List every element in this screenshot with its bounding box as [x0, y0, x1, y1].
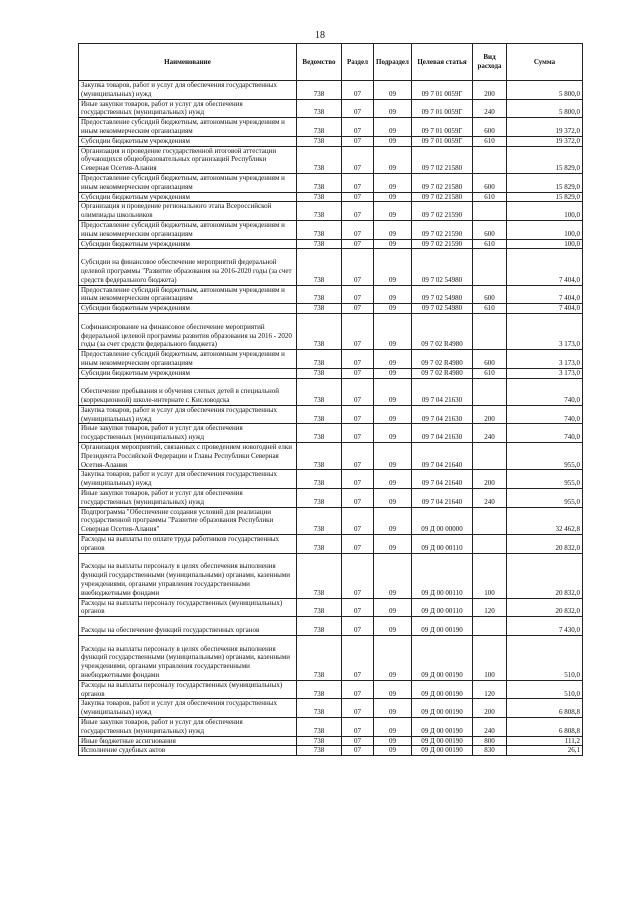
cell-sum: 100,0 — [507, 239, 583, 249]
cell-section: 07 — [342, 146, 374, 173]
cell-type: 200 — [473, 699, 507, 718]
cell-target: 09 7 01 0059Г — [412, 136, 473, 146]
cell-name: Расходы на выплаты персоналу государственных (муниципальных) органов — [79, 598, 297, 617]
cell-name: Иные закупки товаров, работ и услуг для обеспечения государственных (муниципальных) нужд — [79, 489, 297, 508]
cell-name: Исполнение судебных актов — [79, 746, 297, 756]
cell-subsection: 09 — [374, 680, 412, 699]
cell-type: 240 — [473, 424, 507, 443]
table-header-row — [79, 44, 583, 81]
cell-section: 07 — [342, 192, 374, 202]
table-row — [79, 304, 583, 314]
cell-sum: 7 404,0 — [507, 285, 583, 304]
cell-type: 610 — [473, 136, 507, 146]
cell-section: 07 — [342, 635, 374, 680]
cell-type — [473, 507, 507, 534]
cell-target: 09 7 02 21580 — [412, 173, 473, 192]
table-row — [79, 192, 583, 202]
header-section: Раздел — [342, 44, 374, 81]
cell-subsection: 09 — [374, 443, 412, 470]
cell-dept: 738 — [297, 718, 342, 737]
cell-name: Субсидии бюджетным учреждениям — [79, 304, 297, 314]
cell-type — [473, 249, 507, 285]
cell-section: 07 — [342, 699, 374, 718]
cell-sum: 7 404,0 — [507, 304, 583, 314]
table-row — [79, 220, 583, 239]
cell-dept: 738 — [297, 617, 342, 636]
cell-sum: 740,0 — [507, 405, 583, 424]
cell-name: Закупка товаров, работ и услуг для обеспечения государственных (муниципальных) нужд — [79, 470, 297, 489]
cell-target: 09 Д 00 00190 — [412, 699, 473, 718]
cell-dept: 738 — [297, 699, 342, 718]
cell-type: 120 — [473, 598, 507, 617]
cell-section: 07 — [342, 173, 374, 192]
cell-sum: 111,2 — [507, 736, 583, 746]
table-row — [79, 368, 583, 378]
cell-subsection: 09 — [374, 617, 412, 636]
cell-name: Предоставление субсидий бюджетным, автономным учреждениям и иным некоммерческим организациям — [79, 173, 297, 192]
cell-target: 09 7 02 R4980 — [412, 350, 473, 369]
cell-subsection: 09 — [374, 736, 412, 746]
cell-target: 09 7 04 21630 — [412, 405, 473, 424]
cell-target: 09 7 02 21590 — [412, 239, 473, 249]
cell-subsection: 09 — [374, 220, 412, 239]
cell-section: 07 — [342, 304, 374, 314]
table-row — [79, 136, 583, 146]
table-row — [79, 746, 583, 756]
cell-type — [473, 378, 507, 405]
cell-section: 07 — [342, 535, 374, 554]
cell-subsection: 09 — [374, 470, 412, 489]
cell-name: Иные бюджетные ассигнования — [79, 736, 297, 746]
cell-sum: 6 808,8 — [507, 699, 583, 718]
cell-section: 07 — [342, 202, 374, 221]
cell-dept: 738 — [297, 239, 342, 249]
cell-section: 07 — [342, 553, 374, 598]
cell-section: 07 — [342, 598, 374, 617]
cell-name: Закупка товаров, работ и услуг для обеспечения государственных (муниципальных) нужд — [79, 405, 297, 424]
cell-subsection: 09 — [374, 118, 412, 137]
cell-type: 200 — [473, 405, 507, 424]
cell-name: Закупка товаров, работ и услуг для обеспечения государственных (муниципальных) нужд — [79, 81, 297, 100]
cell-dept: 738 — [297, 553, 342, 598]
cell-sum: 7 430,0 — [507, 617, 583, 636]
cell-type: 610 — [473, 192, 507, 202]
cell-name: Обеспечение пребывания и обучения слепых детей в специальной (коррекционной) школе-интернате г. Кисловодска — [79, 378, 297, 405]
cell-target: 09 7 02 R4980 — [412, 313, 473, 349]
cell-subsection: 09 — [374, 350, 412, 369]
cell-dept: 738 — [297, 192, 342, 202]
cell-target: 09 7 04 21640 — [412, 470, 473, 489]
cell-section: 07 — [342, 405, 374, 424]
cell-type — [473, 146, 507, 173]
header-name: Наименование — [79, 44, 297, 81]
cell-dept: 738 — [297, 81, 342, 100]
cell-dept: 738 — [297, 146, 342, 173]
cell-sum: 20 832,0 — [507, 535, 583, 554]
cell-subsection: 09 — [374, 405, 412, 424]
cell-target: 09 Д 00 00110 — [412, 535, 473, 554]
table-row — [79, 239, 583, 249]
cell-target: 09 7 02 R4980 — [412, 368, 473, 378]
cell-sum: 3 173,0 — [507, 350, 583, 369]
table-row — [79, 699, 583, 718]
cell-name: Иные закупки товаров, работ и услуг для обеспечения государственных (муниципальных) нужд — [79, 718, 297, 737]
cell-section: 07 — [342, 617, 374, 636]
cell-target: 09 Д 00 00110 — [412, 598, 473, 617]
table-row — [79, 202, 583, 221]
cell-section: 07 — [342, 680, 374, 699]
cell-sum: 15 829,0 — [507, 192, 583, 202]
cell-type: 240 — [473, 489, 507, 508]
cell-type: 120 — [473, 680, 507, 699]
cell-type: 600 — [473, 173, 507, 192]
cell-sum: 100,0 — [507, 220, 583, 239]
cell-section: 07 — [342, 736, 374, 746]
cell-target: 09 7 02 21580 — [412, 192, 473, 202]
cell-dept: 738 — [297, 470, 342, 489]
table-row — [79, 285, 583, 304]
cell-type: 200 — [473, 81, 507, 100]
table-row — [79, 598, 583, 617]
cell-name: Субсидии бюджетным учреждениям — [79, 368, 297, 378]
cell-target: 09 7 02 54980 — [412, 249, 473, 285]
cell-dept: 738 — [297, 285, 342, 304]
cell-target: 09 7 04 21630 — [412, 424, 473, 443]
cell-target: 09 7 04 21640 — [412, 443, 473, 470]
cell-subsection: 09 — [374, 424, 412, 443]
table-body — [79, 81, 583, 756]
cell-subsection: 09 — [374, 489, 412, 508]
cell-sum: 100,0 — [507, 202, 583, 221]
cell-subsection: 09 — [374, 535, 412, 554]
cell-dept: 738 — [297, 313, 342, 349]
cell-subsection: 09 — [374, 192, 412, 202]
cell-dept: 738 — [297, 136, 342, 146]
table-row — [79, 350, 583, 369]
cell-sum: 32 462,8 — [507, 507, 583, 534]
cell-section: 07 — [342, 239, 374, 249]
cell-target: 09 7 02 21580 — [412, 146, 473, 173]
table-row — [79, 249, 583, 285]
cell-dept: 738 — [297, 736, 342, 746]
cell-sum: 510,0 — [507, 635, 583, 680]
cell-target: 09 7 02 54980 — [412, 285, 473, 304]
cell-subsection: 09 — [374, 598, 412, 617]
cell-sum: 5 800,0 — [507, 81, 583, 100]
cell-type: 240 — [473, 718, 507, 737]
cell-sum: 15 829,0 — [507, 173, 583, 192]
cell-sum: 19 372,0 — [507, 136, 583, 146]
cell-section: 07 — [342, 443, 374, 470]
cell-target: 09 7 04 21630 — [412, 378, 473, 405]
cell-section: 07 — [342, 470, 374, 489]
cell-dept: 738 — [297, 368, 342, 378]
cell-name: Иные закупки товаров, работ и услуг для обеспечения государственных (муниципальных) нужд — [79, 424, 297, 443]
cell-subsection: 09 — [374, 746, 412, 756]
cell-type: 600 — [473, 220, 507, 239]
table-row — [79, 424, 583, 443]
cell-dept: 738 — [297, 746, 342, 756]
cell-name: Подпрограмма "Обеспечение создания условий для реализации государственной программы "Развитие образования Республики Северная Осетия-Алания" — [79, 507, 297, 534]
cell-dept: 738 — [297, 202, 342, 221]
cell-sum: 20 832,0 — [507, 598, 583, 617]
cell-target: 09 7 02 21590 — [412, 202, 473, 221]
cell-subsection: 09 — [374, 635, 412, 680]
cell-name: Субсидии бюджетным учреждениям — [79, 192, 297, 202]
cell-sum: 20 832,0 — [507, 553, 583, 598]
cell-sum: 26,1 — [507, 746, 583, 756]
page-number: 18 — [315, 30, 325, 41]
cell-target: 09 7 01 0059Г — [412, 118, 473, 137]
cell-section: 07 — [342, 424, 374, 443]
cell-dept: 738 — [297, 424, 342, 443]
cell-target: 09 Д 00 00190 — [412, 746, 473, 756]
cell-sum: 3 173,0 — [507, 313, 583, 349]
cell-type: 830 — [473, 746, 507, 756]
cell-subsection: 09 — [374, 239, 412, 249]
cell-name: Расходы на обеспечение функций государственных органов — [79, 617, 297, 636]
cell-sum: 510,0 — [507, 680, 583, 699]
cell-subsection: 09 — [374, 81, 412, 100]
cell-name: Организация и проведение регионального этапа Всероссийской олимпиады школьников — [79, 202, 297, 221]
table-row — [79, 736, 583, 746]
cell-subsection: 09 — [374, 202, 412, 221]
table-row — [79, 470, 583, 489]
cell-type — [473, 202, 507, 221]
cell-dept: 738 — [297, 350, 342, 369]
cell-name: Иные закупки товаров, работ и услуг для обеспечения государственных (муниципальных) нужд — [79, 99, 297, 118]
cell-section: 07 — [342, 118, 374, 137]
cell-subsection: 09 — [374, 285, 412, 304]
cell-dept: 738 — [297, 535, 342, 554]
cell-dept: 738 — [297, 249, 342, 285]
header-subsection: Подраздел — [374, 44, 412, 81]
table-row — [79, 553, 583, 598]
cell-target: 09 Д 00 00190 — [412, 718, 473, 737]
cell-target: 09 Д 00 00190 — [412, 736, 473, 746]
cell-dept: 738 — [297, 405, 342, 424]
cell-name: Расходы на выплаты персоналу в целях обеспечения выполнения функций государственными (муниципальными) органами, казенными учреждениями, органами управления государственными внебюджетными фондами — [79, 553, 297, 598]
cell-name: Расходы на выплаты персоналу государственных (муниципальных) органов — [79, 680, 297, 699]
cell-subsection: 09 — [374, 553, 412, 598]
table-row — [79, 118, 583, 137]
cell-dept: 738 — [297, 680, 342, 699]
cell-section: 07 — [342, 249, 374, 285]
cell-target: 09 Д 00 00190 — [412, 680, 473, 699]
cell-section: 07 — [342, 489, 374, 508]
cell-name: Предоставление субсидий бюджетным, автономным учреждениям и иным некоммерческим организациям — [79, 220, 297, 239]
cell-target: 09 Д 00 00190 — [412, 635, 473, 680]
cell-dept: 738 — [297, 173, 342, 192]
cell-type: 100 — [473, 635, 507, 680]
cell-target: 09 7 01 0059Г — [412, 81, 473, 100]
header-dept: Ведомство — [297, 44, 342, 81]
cell-type: 800 — [473, 736, 507, 746]
cell-section: 07 — [342, 350, 374, 369]
cell-type: 200 — [473, 470, 507, 489]
cell-name: Субсидии бюджетным учреждениям — [79, 239, 297, 249]
cell-dept: 738 — [297, 489, 342, 508]
cell-type: 610 — [473, 239, 507, 249]
cell-sum: 6 808,8 — [507, 718, 583, 737]
table-row — [79, 378, 583, 405]
cell-target: 09 7 04 21640 — [412, 489, 473, 508]
cell-section: 07 — [342, 313, 374, 349]
cell-name: Расходы на выплаты персоналу в целях обеспечения выполнения функций государственными (муниципальными) органами, казенными учреждениями, органами управления государственными внебюджетными фондами — [79, 635, 297, 680]
table-row — [79, 405, 583, 424]
table-row — [79, 99, 583, 118]
table-row — [79, 173, 583, 192]
table-row — [79, 617, 583, 636]
cell-dept: 738 — [297, 635, 342, 680]
table-row — [79, 718, 583, 737]
cell-name: Организация и проведение государственной итоговой аттестации обучающихся общеобразовательных организаций Республики Северная Осетия-Алания — [79, 146, 297, 173]
cell-target: 09 7 01 0059Г — [412, 99, 473, 118]
cell-name: Организация мероприятий, связанных с проведением новогодней елки Президента Российской Федерации и Главы Республики Северная Осетия-Алания — [79, 443, 297, 470]
cell-subsection: 09 — [374, 368, 412, 378]
cell-subsection: 09 — [374, 313, 412, 349]
cell-type: 600 — [473, 285, 507, 304]
cell-section: 07 — [342, 368, 374, 378]
cell-subsection: 09 — [374, 699, 412, 718]
header-type: Вид расхода — [473, 44, 507, 81]
cell-section: 07 — [342, 718, 374, 737]
cell-dept: 738 — [297, 598, 342, 617]
cell-subsection: 09 — [374, 507, 412, 534]
cell-sum: 7 404,0 — [507, 249, 583, 285]
cell-sum: 955,0 — [507, 470, 583, 489]
cell-target: 09 7 02 54980 — [412, 304, 473, 314]
cell-name: Субсидии бюджетным учреждениям — [79, 136, 297, 146]
cell-subsection: 09 — [374, 304, 412, 314]
cell-section: 07 — [342, 285, 374, 304]
cell-dept: 738 — [297, 304, 342, 314]
cell-name: Софинансирование на финансовое обеспечение мероприятий федеральной целевой программы развития образования на 2016 - 2020 годы (за счет средств федерального бюджета) — [79, 313, 297, 349]
cell-target: 09 Д 00 00000 — [412, 507, 473, 534]
cell-name: Расходы на выплаты по оплате труда работников государственных органов — [79, 535, 297, 554]
cell-type: 600 — [473, 118, 507, 137]
table-row — [79, 443, 583, 470]
table-row — [79, 680, 583, 699]
cell-dept: 738 — [297, 220, 342, 239]
cell-sum: 19 372,0 — [507, 118, 583, 137]
cell-sum: 740,0 — [507, 378, 583, 405]
cell-subsection: 09 — [374, 146, 412, 173]
cell-section: 07 — [342, 746, 374, 756]
table-row — [79, 489, 583, 508]
cell-section: 07 — [342, 220, 374, 239]
table-row — [79, 81, 583, 100]
table-row — [79, 635, 583, 680]
cell-section: 07 — [342, 81, 374, 100]
cell-sum: 740,0 — [507, 424, 583, 443]
cell-section: 07 — [342, 507, 374, 534]
cell-target: 09 Д 00 00190 — [412, 617, 473, 636]
header-target: Целевая статья — [412, 44, 473, 81]
cell-name: Предоставление субсидий бюджетным, автономным учреждениям и иным некоммерческим организациям — [79, 285, 297, 304]
budget-table — [78, 43, 583, 756]
table-row — [79, 535, 583, 554]
cell-type — [473, 535, 507, 554]
cell-section: 07 — [342, 378, 374, 405]
cell-dept: 738 — [297, 443, 342, 470]
cell-sum: 955,0 — [507, 489, 583, 508]
cell-name: Субсидии на финансовое обеспечение мероприятий федеральной целевой программы "Развитие образования на 2016-2020 годы (за счет средств федерального бюджета) — [79, 249, 297, 285]
cell-type — [473, 617, 507, 636]
cell-type — [473, 443, 507, 470]
cell-subsection: 09 — [374, 173, 412, 192]
cell-target: 09 Д 00 00110 — [412, 553, 473, 598]
cell-type: 100 — [473, 553, 507, 598]
table-row — [79, 313, 583, 349]
cell-name: Предоставление субсидий бюджетным, автономным учреждениям и иным некоммерческим организациям — [79, 350, 297, 369]
cell-section: 07 — [342, 99, 374, 118]
cell-sum: 15 829,0 — [507, 146, 583, 173]
cell-name: Предоставление субсидий бюджетным, автономным учреждениям и иным некоммерческим организациям — [79, 118, 297, 137]
cell-dept: 738 — [297, 378, 342, 405]
cell-dept: 738 — [297, 507, 342, 534]
cell-sum: 3 173,0 — [507, 368, 583, 378]
cell-sum: 5 800,0 — [507, 99, 583, 118]
cell-type: 610 — [473, 368, 507, 378]
cell-type: 600 — [473, 350, 507, 369]
cell-type — [473, 313, 507, 349]
cell-type: 610 — [473, 304, 507, 314]
cell-name: Закупка товаров, работ и услуг для обеспечения государственных (муниципальных) нужд — [79, 699, 297, 718]
cell-subsection: 09 — [374, 378, 412, 405]
cell-dept: 738 — [297, 118, 342, 137]
cell-section: 07 — [342, 136, 374, 146]
table-row — [79, 146, 583, 173]
cell-target: 09 7 02 21590 — [412, 220, 473, 239]
cell-subsection: 09 — [374, 99, 412, 118]
cell-subsection: 09 — [374, 249, 412, 285]
cell-type: 240 — [473, 99, 507, 118]
table-row — [79, 507, 583, 534]
cell-subsection: 09 — [374, 718, 412, 737]
cell-dept: 738 — [297, 99, 342, 118]
cell-sum: 955,0 — [507, 443, 583, 470]
header-sum: Сумма — [507, 44, 583, 81]
cell-subsection: 09 — [374, 136, 412, 146]
